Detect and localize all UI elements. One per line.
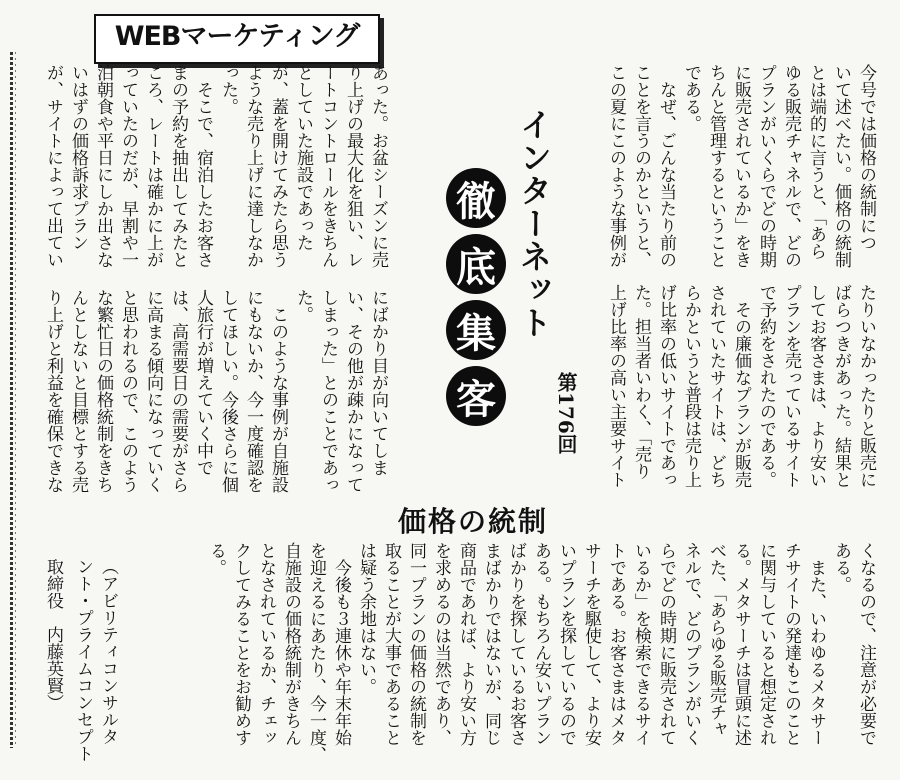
section-header-label: WEBマーケティング bbox=[114, 21, 360, 52]
section-header-badge bbox=[94, 14, 380, 64]
byline-person: 取締役 内藤英賢） bbox=[43, 558, 63, 711]
body-column-right-bottom: くなるので、注意が必要で ある。 また、いわゆるメタサー チサイトの発達もこのこと に関与していると想定され る。メタサーチは冒頭に述 べた、「あらゆる販売チャ ネルで、どのプランがいく らでどの時期に販売されて いるか」を検索できるサイ トである。お客さまはメタ サーチを駆使して、より安 いプランを探しているので ある。もちろん安いプラン ばかりを探しているお客さ まばかりではないが、同じ 商品であれば、より安い方 を求めるのは当然であり、 同一プランの価格の統制を 取ることが大事であること は疑う余地はない。 今後も３連休や年末年始 を迎えるにあたり、今一度、 自施設の価格統制がきちん となされているか、チェッ クしてみることをお勧めす る。 bbox=[206, 542, 876, 763]
main-title-char: 底 bbox=[446, 234, 506, 294]
main-title-char: 客 bbox=[446, 366, 506, 426]
byline-company: （アビリティコンサルタ ント・プライムコンセプト bbox=[73, 558, 118, 762]
left-dotted-rule-inner bbox=[15, 52, 16, 748]
body-column-right-top: 今号では価格の統制につ いて述べたい。価格の統制 とは端的に言うと、「あら ゆる販売チャネルで、どの プランがいくらでどの時期 に販売されているか」をき ちんと管理するということ である。 なぜ、ごんな当たり前の ことを言うのかというと、 この夏にこのような事例が bbox=[606, 64, 876, 268]
body-column-left-top: あった。お盆シーズンに売 り上げの最大化を狙い、レ ートコントロールをきちん としていた施設であった が、蓋を開けてみたら思う ような売り上げに達しなか った。 そこで、宿泊したお客さ まの予約を抽出してみたと ころ、レートは確かに上が っていたのだが、早割や一 泊朝食や平日にしか出さな いはずの価格訴求プラン が、サイトによって出てい bbox=[43, 64, 388, 268]
issue-number: 第176回 bbox=[554, 372, 578, 454]
series-title: インターネット bbox=[515, 108, 553, 339]
body-column-right-mid: たりいなかったりと販売に ばらつきがあった。結果と してお客さまは、より安い プランを売っているサイト で予約をされたのである。 その廉価なプランが販売 されていたサイトは、どち らかというと普段は売り上 げ比率の低いサイトであっ た。担当者いわく、「売り 上げ比率の高い主要サイト bbox=[606, 284, 876, 488]
main-title bbox=[446, 168, 510, 426]
left-dotted-rule bbox=[10, 52, 13, 748]
body-column-left-bottom: にばかり目が向いてしま い、その他が疎かになって しまった」とのことであっ た。 このような事例が自施設 にもないか、今一度確認を してほしい。今後さらに個 人旅行が増えていく中で は、高需要日の需要がさら に高まる傾向になっていく と思われるので、このよう な繁忙日の価格統制をきち んとしないと目標とする売 り上げと利益を確保できな bbox=[43, 289, 388, 493]
main-title-char: 徹 bbox=[446, 168, 506, 228]
article-subtitle: 価格の統制 bbox=[397, 505, 548, 538]
main-title-char: 集 bbox=[446, 300, 506, 360]
